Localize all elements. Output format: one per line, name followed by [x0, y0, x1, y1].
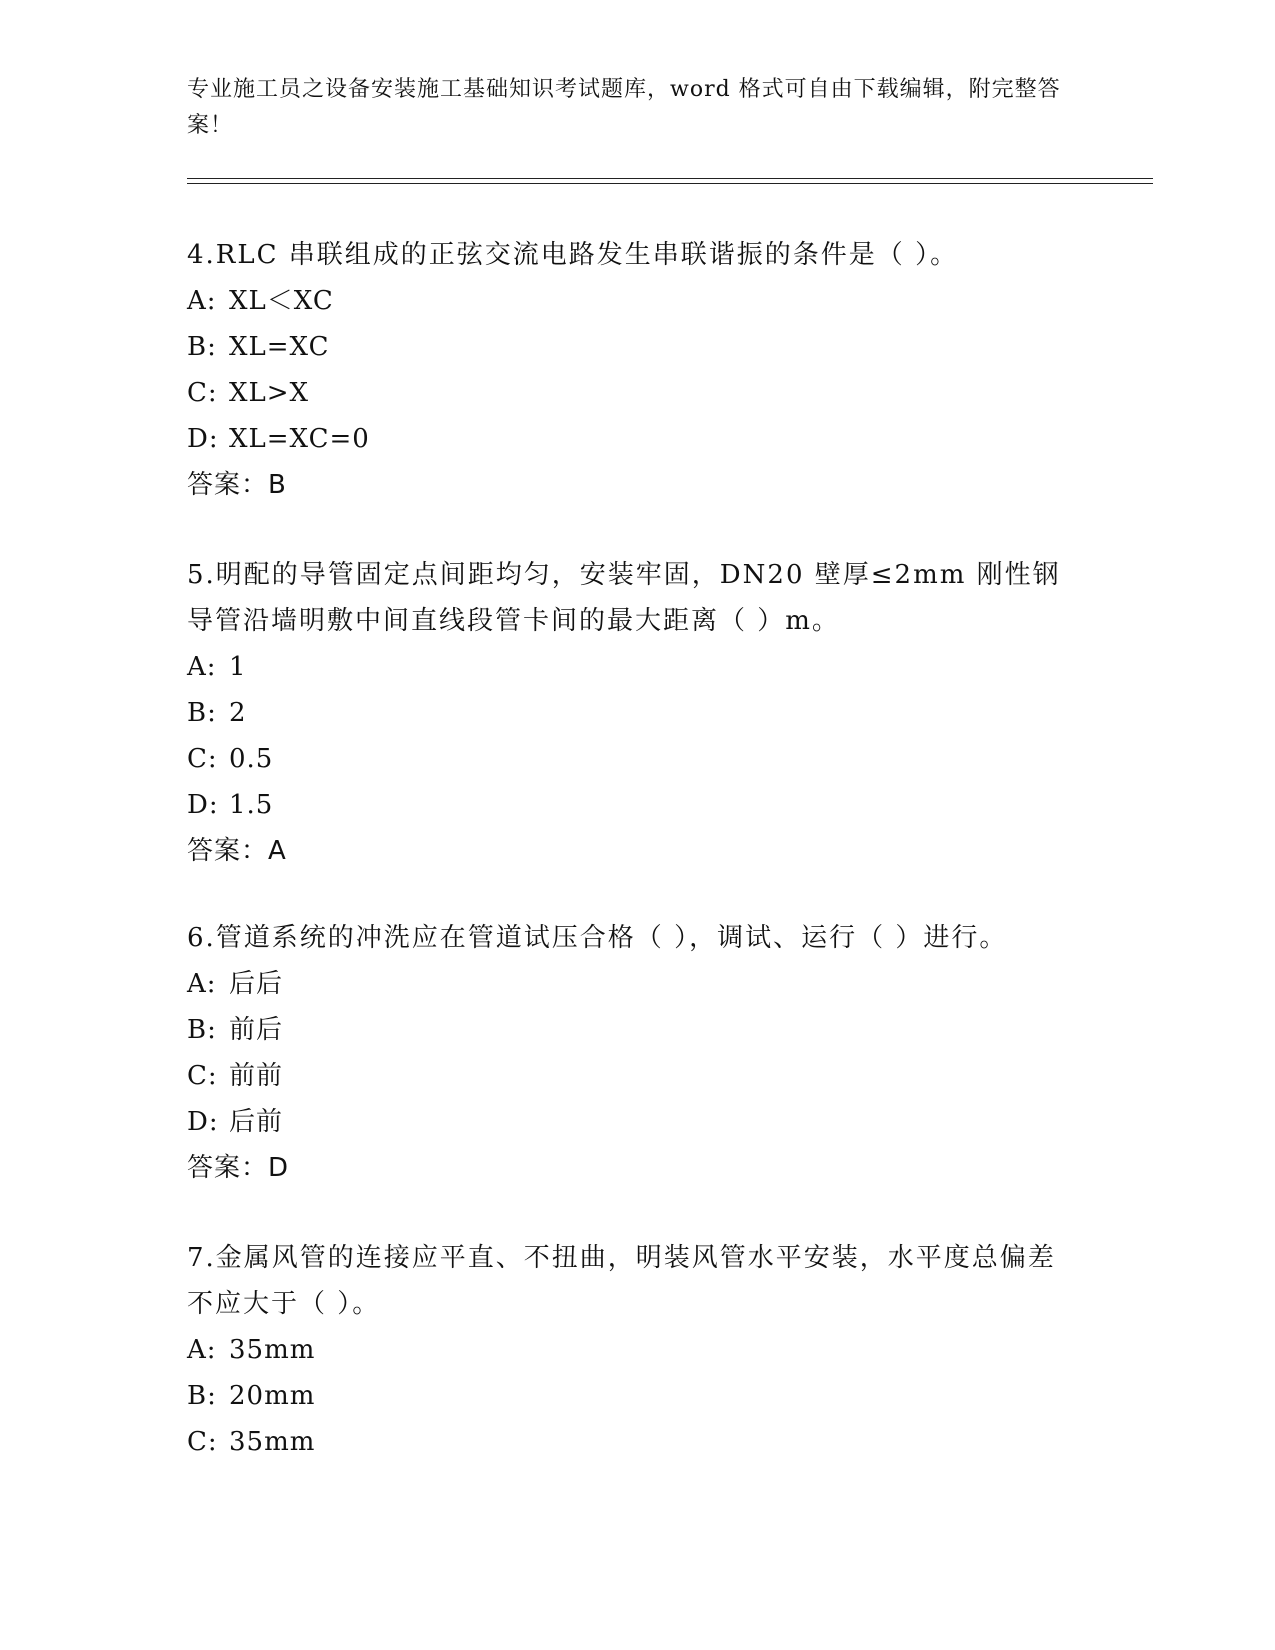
option-d	[187, 782, 1067, 828]
document-header: 专业施工员之设备安装施工基础知识考试题库，word 格式可自由下载编辑，附完整答案！	[187, 77, 1061, 138]
option-text: 1	[229, 652, 247, 682]
option-text: 后前	[229, 1107, 284, 1137]
answer: 答案：B	[187, 470, 287, 500]
option-text: 20mm	[229, 1381, 316, 1411]
option-d	[187, 1099, 1067, 1145]
question-5	[187, 552, 1067, 874]
option-label: C:	[187, 378, 218, 408]
option-a	[187, 1327, 1067, 1373]
option-label: C:	[187, 744, 218, 774]
option-c	[187, 1053, 1067, 1099]
option-text: XL>X	[229, 378, 310, 408]
option-text: 前后	[229, 1015, 284, 1045]
option-b	[187, 324, 1067, 370]
option-label: B:	[187, 1381, 217, 1411]
option-label: D:	[187, 424, 219, 454]
header-divider-top	[187, 178, 1153, 179]
option-c	[187, 736, 1067, 782]
option-text: 35mm	[229, 1335, 316, 1365]
option-label: D:	[187, 1107, 219, 1137]
option-d	[187, 416, 1067, 462]
option-label: B:	[187, 1015, 217, 1045]
option-text: 2	[229, 698, 247, 728]
option-b	[187, 690, 1067, 736]
option-text: XL＜XC	[229, 286, 334, 316]
option-label: A:	[187, 652, 217, 682]
option-a	[187, 278, 1067, 324]
question-stem: 6.管道系统的冲洗应在管道试压合格（ ），调试、运行（ ）进行。	[187, 923, 1008, 953]
option-text: 后后	[229, 969, 284, 999]
option-label: A:	[187, 286, 217, 316]
option-text: 0.5	[229, 744, 274, 774]
option-b	[187, 1373, 1067, 1419]
option-label: C:	[187, 1061, 218, 1091]
answer: 答案：D	[187, 1153, 290, 1183]
option-a	[187, 644, 1067, 690]
question-stem: 7.金属风管的连接应平直、不扭曲，明装风管水平安装，水平度总偏差不应大于（ ）。	[187, 1243, 1056, 1319]
question-stem: 4.RLC 串联组成的正弦交流电路发生串联谐振的条件是（ ）。	[187, 240, 959, 270]
option-label: C:	[187, 1427, 218, 1457]
option-text: 35mm	[229, 1427, 316, 1457]
option-label: A:	[187, 969, 217, 999]
option-text: XL=XC=0	[229, 424, 370, 454]
option-text: XL=XC	[229, 332, 330, 362]
question-4	[187, 232, 1067, 508]
option-label: D:	[187, 790, 219, 820]
question-6	[187, 915, 1067, 1191]
option-label: A:	[187, 1335, 217, 1365]
header-divider-bottom	[187, 183, 1153, 184]
answer: 答案：A	[187, 836, 287, 866]
option-a	[187, 961, 1067, 1007]
option-c	[187, 1419, 1067, 1465]
option-text: 1.5	[229, 790, 274, 820]
option-label: B:	[187, 698, 217, 728]
option-b	[187, 1007, 1067, 1053]
option-c	[187, 370, 1067, 416]
option-text: 前前	[229, 1061, 284, 1091]
option-label: B:	[187, 332, 217, 362]
question-7	[187, 1235, 1067, 1465]
question-stem: 5.明配的导管固定点间距均匀，安装牢固，DN20 壁厚≤2mm 刚性钢导管沿墙明敷中间直线段管卡间的最大距离（ ）m。	[187, 560, 1061, 636]
